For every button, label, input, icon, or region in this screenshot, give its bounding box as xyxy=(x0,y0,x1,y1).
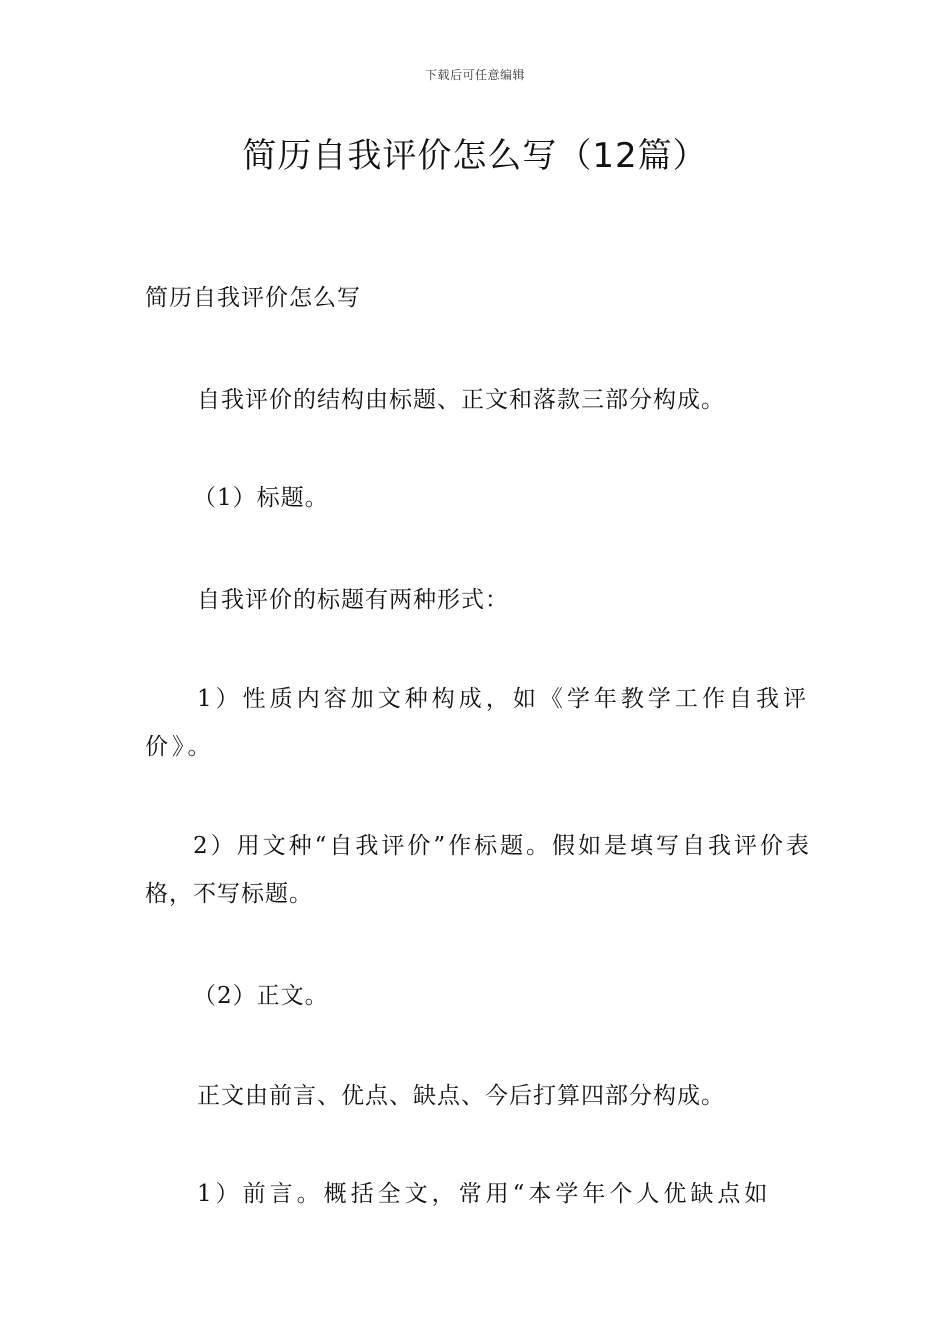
paragraph-body-heading: （2）正文。 xyxy=(193,983,329,1009)
section-heading: 简历自我评价怎么写 xyxy=(145,285,361,311)
paragraph-form-1: 1）性质内容加文种构成，如《学年教学工作自我评价》。 xyxy=(145,686,810,760)
paragraph-title-forms: 自我评价的标题有两种形式： xyxy=(197,587,509,613)
paragraph-body-parts: 正文由前言、优点、缺点、今后打算四部分构成。 xyxy=(197,1083,725,1109)
header-note: 下载后可任意编辑 xyxy=(424,68,525,82)
paragraph-preface: 1）前言。概括全文，常用“本学年个人优缺点如 xyxy=(197,1181,772,1207)
paragraph-form-2: 2）用文种“自我评价”作标题。假如是填写自我评价表格，不写标题。 xyxy=(145,833,810,907)
paragraph-title-heading: （1）标题。 xyxy=(193,485,329,511)
paragraph-structure: 自我评价的结构由标题、正文和落款三部分构成。 xyxy=(197,387,725,413)
document-title: 简历自我评价怎么写（12篇） xyxy=(242,136,708,176)
